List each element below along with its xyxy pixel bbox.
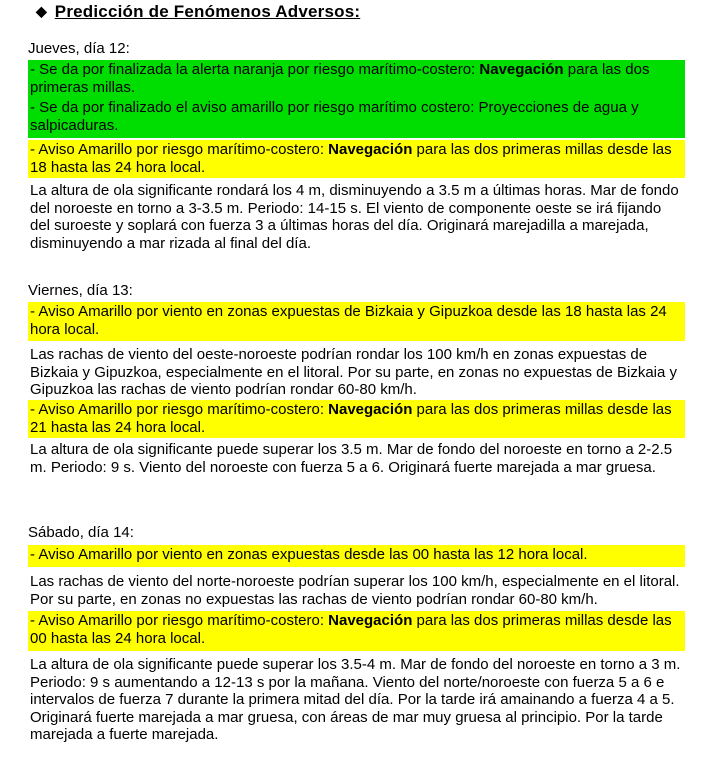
day-heading: Jueves, día 12: [28, 40, 130, 57]
alert-block-yellow: - Aviso Amarillo por riesgo marítimo-costero: Navegación para las dos primeras millas desde las 00 hasta las 24 hora local. [28, 611, 685, 651]
forecast-paragraph: La altura de ola significante puede superar los 3.5-4 m. Mar de fondo del noroeste en torno a 3 m. Periodo: 9 s aumentando a 12-13 s por la mañana. Viento del norte/noroeste con fuerza 5 a 6 e intervalos de fuerza 7 durante la primera mitad del día. Por la tarde irá amainando a fuerza 4 a 5. Originará fuerte marejada a mar gruesa, con áreas de mar muy gruesa al principio. Por la tarde marejada a fuerte marejada. [30, 656, 681, 743]
day-heading: Viernes, día 13: [28, 282, 133, 299]
forecast-paragraph: La altura de ola significante puede superar los 3.5 m. Mar de fondo del noroeste en torno a 2-2.5 m. Periodo: 9 s. Viento del noroeste con fuerza 5 a 6. Originará fuerte marejada a mar gruesa. [30, 441, 673, 476]
alert-block-green: - Se da por finalizado el aviso amarillo por riesgo marítimo costero: Proyecciones de agua y salpicaduras. [28, 98, 685, 138]
forecast-paragraph: La altura de ola significante rondará los 4 m, disminuyendo a 3.5 m a últimas horas. Mar de fondo del noroeste en torno a 3-3.5 m. Periodo: 14-15 s. El viento de componente oeste se irá fijando del suroeste y soplará con fuerza 3 a últimas horas del día. Originará marejadilla a marejada, disminuyendo a mar rizada al final del día. [30, 182, 679, 252]
alert-block-yellow: - Aviso Amarillo por riesgo marítimo-costero: Navegación para las dos primeras millas desde las 18 hasta las 24 hora local. [28, 140, 685, 178]
page-title [36, 2, 360, 22]
forecast-paragraph: Las rachas de viento del oeste-noroeste podrían rondar los 100 km/h en zonas expuestas de Bizkaia y Gipuzkoa, especialmente en el litoral. Por su parte, en zonas no expuestas de Bizkaia y Gipuzkoa las rachas de viento podrían rondar 60-80 km/h. [30, 346, 678, 398]
title-text: Predicción de Fenómenos Adversos: [54, 2, 361, 21]
day-heading: Sábado, día 14: [28, 524, 134, 541]
alert-block-green: - Se da por finalizada la alerta naranja por riesgo marítimo-costero: Navegación para las dos primeras millas. [28, 60, 685, 98]
forecast-paragraph: Las rachas de viento del norte-noroeste podrían superar los 100 km/h, especialmente en el litoral. Por su parte, en zonas no expuestas las rachas de viento podrían rondar 60-80 km/h. [30, 573, 680, 608]
alert-block-yellow: - Aviso Amarillo por viento en zonas expuestas de Bizkaia y Gipuzkoa desde las 18 hasta las 24 hora local. [28, 302, 685, 341]
diamond-bullet-icon: ◆ [36, 3, 47, 19]
alert-block-yellow: - Aviso Amarillo por viento en zonas expuestas desde las 00 hasta las 12 hora local. [28, 545, 685, 567]
alert-block-yellow: - Aviso Amarillo por riesgo marítimo-costero: Navegación para las dos primeras millas desde las 21 hasta las 24 hora local. [28, 400, 685, 438]
